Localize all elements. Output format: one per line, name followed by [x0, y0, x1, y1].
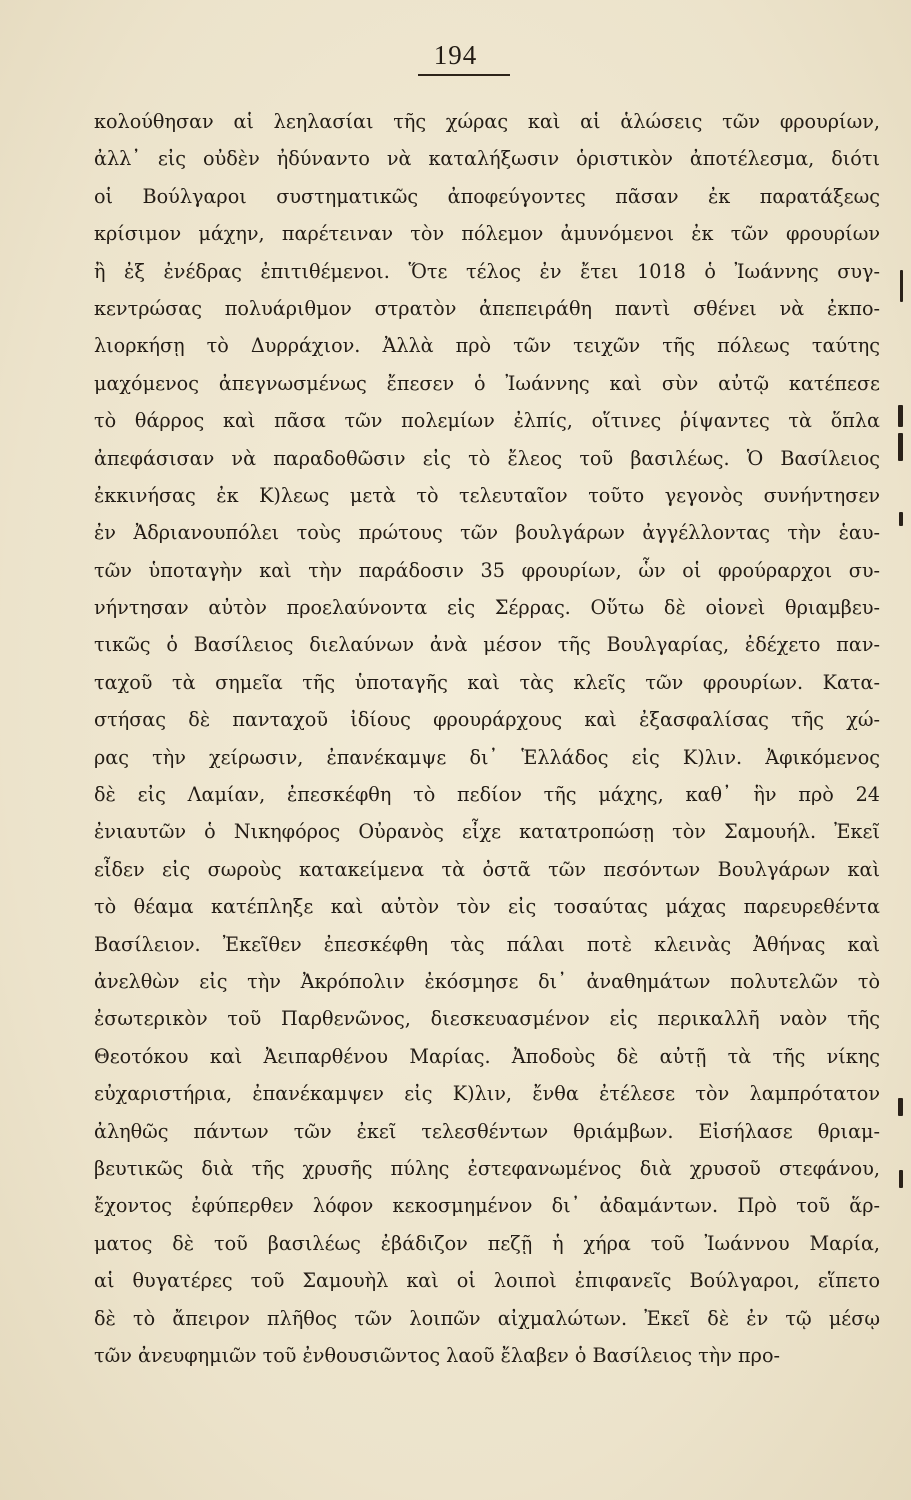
text-line: κολούθησαν αἱ λεηλασίαι τῆς χώρας καὶ αἱ ἁλώσεις τῶν φρουρίων,	[94, 110, 880, 133]
text-line: ἐν Ἀδριανουπόλει τοὺς πρώτους τῶν βουλγάρων ἀγγέλλοντας τὴν ἑαυ-	[94, 521, 880, 545]
text-line: εὐχαριστήρια, ἐπανέκαμψεν εἰς Κ)λιν, ἔνθα ἐτέλεσε τὸν λαμπρότατον	[94, 1082, 880, 1106]
text-line: ἐκκινήσας ἐκ Κ)λεως μετὰ τὸ τελευταῖον τοῦτο γεγονὸς συνήντησεν	[94, 483, 880, 507]
text-line: Θεοτόκου καὶ Ἀειπαρθένου Μαρίας. Ἀποδοὺς δὲ αὐτῇ τὰ τῆς νίκης	[94, 1044, 880, 1068]
text-line: ἀπεφάσισαν νὰ παραδοθῶσιν εἰς τὸ ἔλεος τοῦ βασιλέως. Ὁ Βασίλειος	[94, 446, 880, 470]
text-line: ταχοῦ τὰ σημεῖα τῆς ὑποταγῆς καὶ τὰς κλεῖς τῶν φρουρίων. Κατα-	[94, 670, 880, 694]
text-line: ἀλλ᾽ εἰς οὐδὲν ἠδύναντο νὰ καταλήξωσιν ὁριστικὸν ἀποτέλεσμα, διότι	[94, 147, 880, 171]
body-text	[94, 103, 880, 1374]
text-line: ματος δὲ τοῦ βασιλέως ἐβάδιζον πεζῇ ἡ χήρα τοῦ Ἰωάννου Μαρία,	[94, 1231, 880, 1255]
text-line: ἀνελθὼν εἰς τὴν Ἀκρόπολιν ἐκόσμησε δι᾽ ἀναθημάτων πολυτελῶν τὸ	[94, 969, 880, 993]
edge-mark	[898, 1098, 903, 1116]
page-number: 194	[433, 40, 478, 70]
text-line: Βασίλειον. Ἐκεῖθεν ἐπεσκέφθη τὰς πάλαι ποτὲ κλεινὰς Ἀθήνας καὶ	[94, 932, 880, 956]
edge-mark	[899, 512, 903, 526]
text-line: δὲ εἰς Λαμίαν, ἐπεσκέφθη τὸ πεδίον τῆς μάχης, καθ᾽ ἣν πρὸ 24	[94, 783, 880, 807]
text-line: λιορκήσῃ τὸ Δυρράχιον. Ἀλλὰ πρὸ τῶν τειχῶν τῆς πόλεως ταύτης	[94, 334, 880, 358]
text-line: κρίσιμον μάχην, παρέτειναν τὸν πόλεμον ἀμυνόμενοι ἐκ τῶν φρουρίων	[94, 222, 880, 246]
text-line: τὸ θάρρος καὶ πᾶσα τῶν πολεμίων ἐλπίς, οἵτινες ῥίψαντες τὰ ὅπλα	[94, 409, 880, 433]
edge-mark	[898, 405, 903, 427]
text-line: αἱ θυγατέρες τοῦ Σαμουὴλ καὶ οἱ λοιποὶ ἐπιφανεῖς Βούλγαροι, εἵπετο	[94, 1269, 880, 1293]
text-line: ρας τὴν χείρωσιν, ἐπανέκαμψε δι᾽ Ἑλλάδος εἰς Κ)λιν. Ἀφικόμενος	[94, 745, 880, 769]
text-line: βευτικῶς διὰ τῆς χρυσῆς πύλης ἐστεφανωμένος διὰ χρυσοῦ στεφάνου,	[94, 1156, 880, 1180]
edge-mark	[899, 1170, 903, 1188]
text-line: οἱ Βούλγαροι συστηματικῶς ἀποφεύγοντες πᾶσαν ἐκ παρατάξεως	[94, 184, 880, 208]
text-line: τικῶς ὁ Βασίλειος διελαύνων ἀνὰ μέσον τῆς Βουλγαρίας, ἐδέχετο παν-	[94, 633, 880, 657]
text-line: μαχόμενος ἀπεγνωσμένως ἔπεσεν ὁ Ἰωάννης καὶ σὺν αὐτῷ κατέπεσε	[94, 371, 880, 395]
text-line: τῶν ὑποταγὴν καὶ τὴν παράδοσιν 35 φρουρίων, ὧν οἱ φρούραρχοι συ-	[94, 558, 880, 582]
page-number-rule	[418, 74, 510, 76]
text-line: ἀληθῶς πάντων τῶν ἐκεῖ τελεσθέντων θριάμβων. Εἰσήλασε θριαμ-	[94, 1119, 880, 1143]
text-line: δὲ τὸ ἄπειρον πλῆθος τῶν λοιπῶν αἰχμαλώτων. Ἐκεῖ δὲ ἐν τῷ μέσῳ	[94, 1306, 880, 1330]
text-line: νήντησαν αὐτὸν προελαύνοντα εἰς Σέρρας. Οὕτω δὲ οἱονεὶ θριαμβευ-	[94, 596, 880, 620]
text-line: τῶν ἀνευφημιῶν τοῦ ἐνθουσιῶντος λαοῦ ἔλαβεν ὁ Βασίλειος τὴν προ-	[94, 1343, 780, 1367]
text-line: ἢ ἐξ ἐνέδρας ἐπιτιθέμενοι. Ὅτε τέλος ἐν ἔτει 1018 ὁ Ἰωάννης συγ-	[94, 259, 880, 283]
edge-mark	[898, 433, 903, 461]
text-line: ἔχοντος ἐφύπερθεν λόφον κεκοσμημένον δι᾽ ἀδαμάντων. Πρὸ τοῦ ἅρ-	[94, 1194, 880, 1218]
text-line: ἐνιαυτῶν ὁ Νικηφόρος Οὐρανὸς εἶχε κατατροπώσῃ τὸν Σαμουήλ. Ἐκεῖ	[94, 820, 880, 844]
text-line: κεντρώσας πολυάριθμον στρατὸν ἀπεπειράθη παντὶ σθένει νὰ ἐκπο-	[94, 296, 880, 320]
text-line: τὸ θέαμα κατέπληξε καὶ αὐτὸν τὸν εἰς τοσαύτας μάχας παρευρεθέντα	[94, 895, 880, 919]
text-line: ἐσωτερικὸν τοῦ Παρθενῶνος, διεσκευασμένον εἰς περικαλλῆ ναὸν τῆς	[94, 1007, 880, 1031]
edge-mark	[900, 270, 903, 302]
text-line: εἶδεν εἰς σωροὺς κατακείμενα τὰ ὀστᾶ τῶν πεσόντων Βουλγάρων καὶ	[94, 857, 880, 881]
text-line: στήσας δὲ πανταχοῦ ἰδίους φρουράρχους καὶ ἐξασφαλίσας τῆς χώ-	[94, 708, 880, 732]
